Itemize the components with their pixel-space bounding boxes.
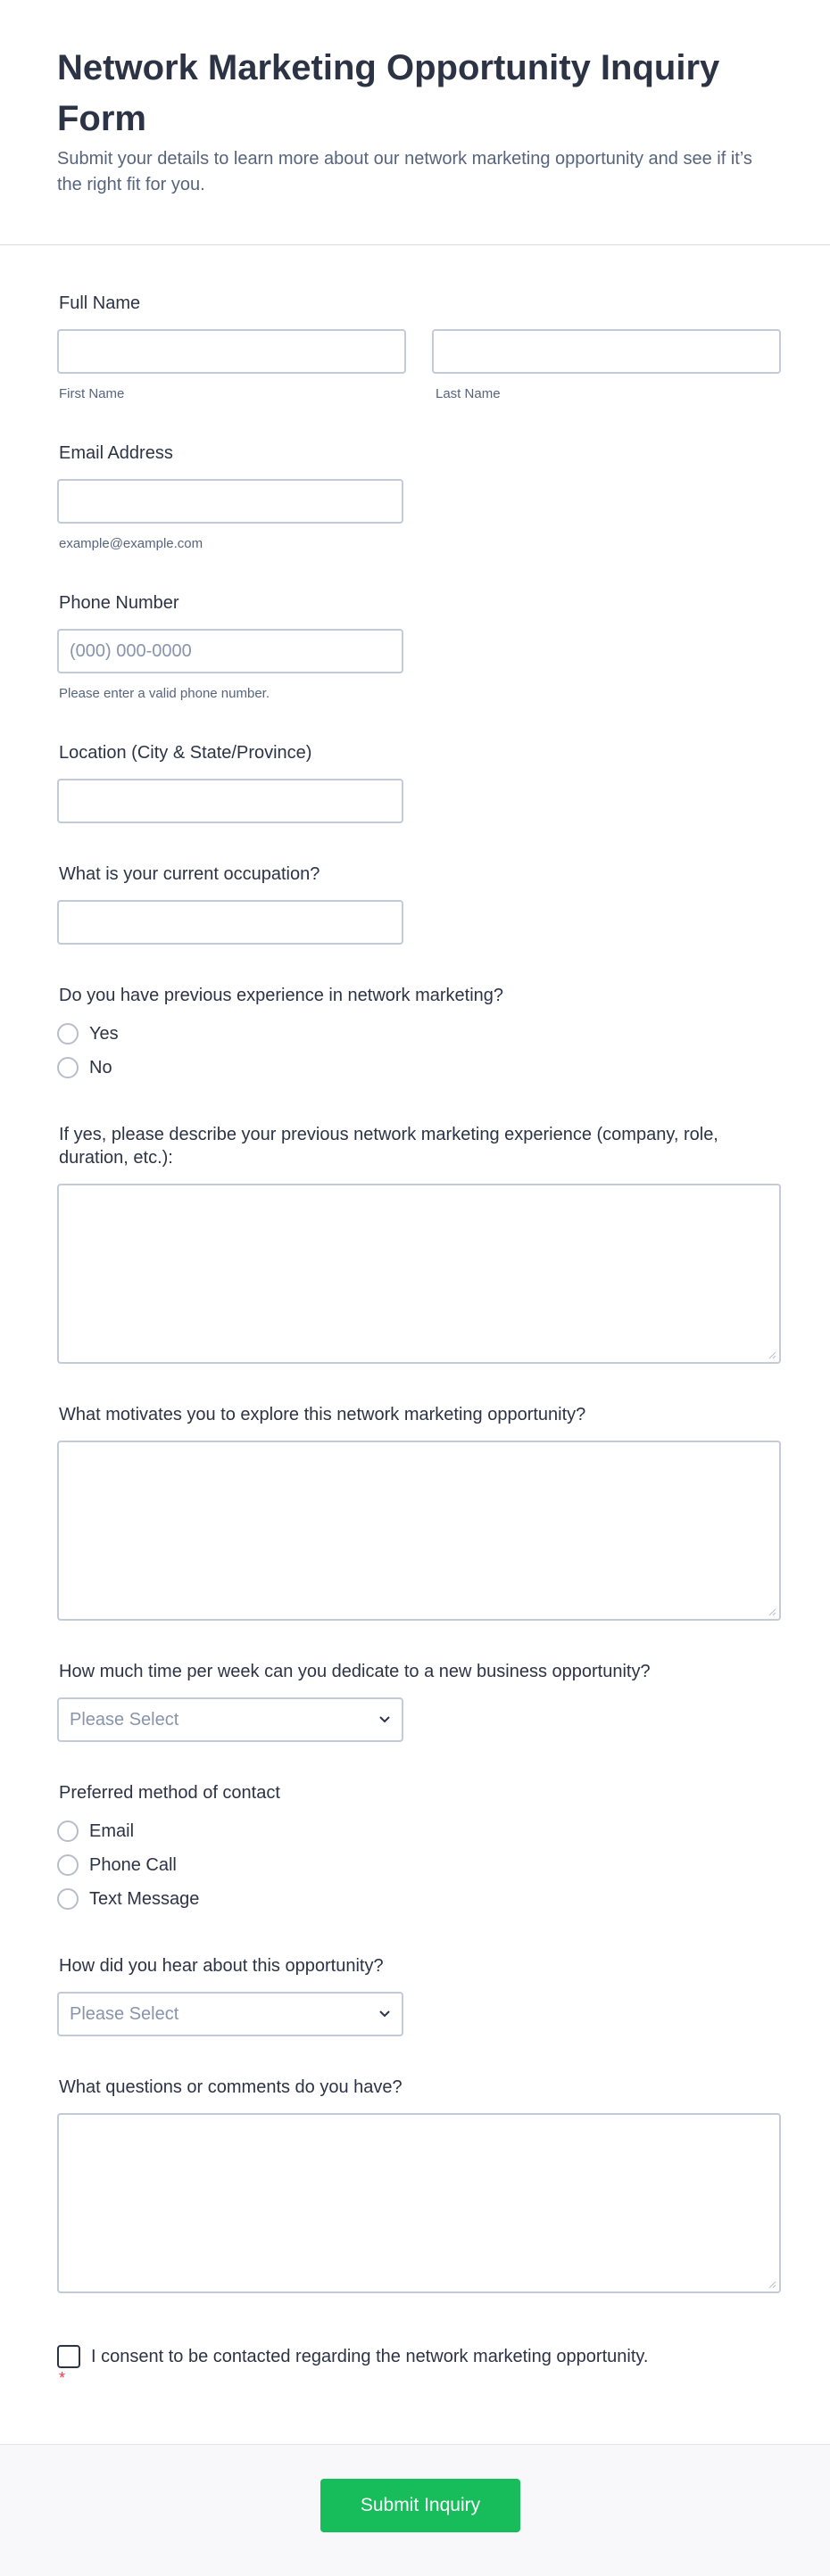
radio-button[interactable]: [57, 1821, 79, 1842]
form-title: Network Marketing Opportunity Inquiry Form: [57, 48, 720, 138]
motivation-label: What motivates you to explore this network marketing opportunity?: [59, 1405, 586, 1424]
select-value: Please Select: [70, 1709, 179, 1730]
first-name-input[interactable]: [57, 329, 406, 374]
radio-label: No: [89, 1057, 112, 1077]
first-name-sublabel: First Name: [59, 386, 125, 401]
location-label: Location (City & State/Province): [59, 743, 312, 763]
last-name-sublabel: Last Name: [436, 386, 501, 401]
phone-input[interactable]: [57, 629, 403, 673]
submit-button[interactable]: Submit Inquiry: [320, 2479, 520, 2532]
occupation-input[interactable]: [57, 900, 403, 945]
consent-label: I consent to be contacted regarding the network marketing opportunity.: [91, 2347, 649, 2366]
radio-label: Email: [89, 1821, 135, 1841]
chevron-down-icon: [378, 1715, 391, 1724]
email-sublabel: example@example.com: [59, 536, 203, 551]
experience-option-no[interactable]: [57, 1057, 112, 1078]
radio-label: Phone Call: [89, 1854, 177, 1875]
consent-checkbox[interactable]: [57, 2345, 80, 2368]
resize-grip-icon[interactable]: [768, 1350, 776, 1359]
heard-about-label: How did you hear about this opportunity?: [59, 1956, 384, 1976]
form-footer: [0, 2444, 830, 2576]
chevron-down-icon: [378, 2010, 391, 2019]
experience-desc-label: If yes, please describe your previous network marketing experience (company, role, duration, etc.):: [59, 1125, 718, 1168]
location-input[interactable]: [57, 779, 403, 823]
experience-label: Do you have previous experience in network marketing?: [59, 986, 504, 1005]
resize-grip-icon[interactable]: [768, 2280, 776, 2289]
phone-sublabel: Please enter a valid phone number.: [59, 686, 270, 701]
email-input[interactable]: [57, 479, 403, 524]
contact-method-label: Preferred method of contact: [59, 1783, 280, 1803]
radio-label: Yes: [89, 1023, 119, 1044]
contact-option-phone[interactable]: [57, 1854, 177, 1876]
occupation-label: What is your current occupation?: [59, 864, 320, 884]
time-per-week-select[interactable]: [57, 1697, 403, 1742]
last-name-input[interactable]: [432, 329, 781, 374]
radio-label: Text Message: [89, 1888, 200, 1909]
form-subtitle: Submit your details to learn more about our network marketing opportunity and see if it’s the right fit for you.: [57, 149, 752, 194]
full-name-label: Full Name: [59, 293, 141, 313]
comments-label: What questions or comments do you have?: [59, 2077, 403, 2097]
select-value: Please Select: [70, 2003, 179, 2024]
experience-desc-textarea[interactable]: [57, 1184, 781, 1364]
contact-option-text[interactable]: [57, 1888, 199, 1910]
radio-button[interactable]: [57, 1854, 79, 1876]
form-header: [0, 0, 830, 245]
consent-row[interactable]: [57, 2345, 649, 2387]
contact-option-email[interactable]: [57, 1821, 134, 1842]
required-asterisk: *: [59, 2369, 66, 2387]
radio-button[interactable]: [57, 1057, 79, 1078]
comments-textarea[interactable]: [57, 2113, 781, 2293]
resize-grip-icon[interactable]: [768, 1607, 776, 1616]
phone-placeholder: (000) 000-0000: [70, 640, 192, 661]
heard-about-select[interactable]: [57, 1992, 403, 2036]
time-per-week-label: How much time per week can you dedicate to a new business opportunity?: [59, 1662, 651, 1681]
email-label: Email Address: [59, 443, 173, 463]
radio-button[interactable]: [57, 1888, 79, 1910]
phone-label: Phone Number: [59, 593, 179, 613]
experience-option-yes[interactable]: [57, 1023, 119, 1044]
radio-button[interactable]: [57, 1023, 79, 1044]
motivation-textarea[interactable]: [57, 1441, 781, 1621]
